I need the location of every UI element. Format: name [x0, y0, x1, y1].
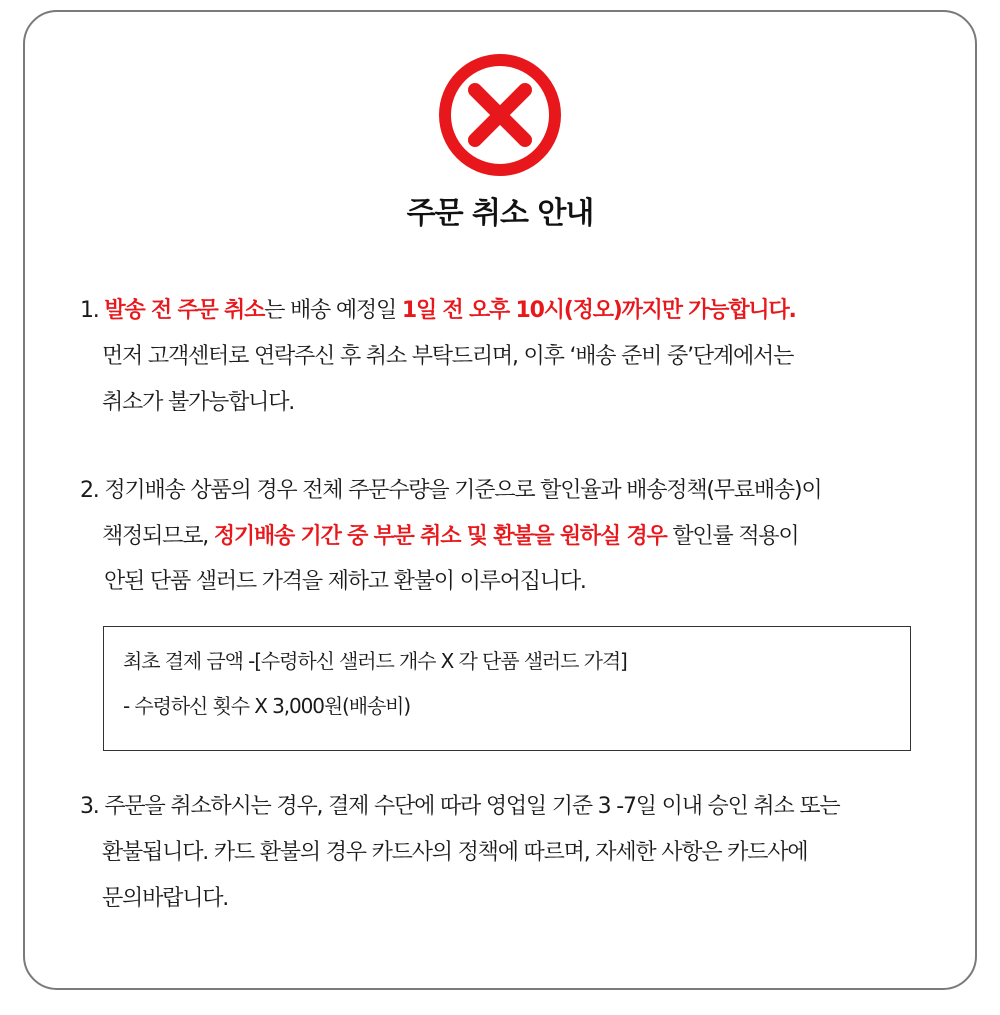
calculation-note-box [103, 626, 911, 751]
section2-line3: 안된 단품 샐러드 가격을 제하고 환불이 이루어집니다. [104, 569, 586, 594]
section1-highlight-2: 1일 전 오후 10시(정오)까지만 가능합니다. [401, 298, 796, 323]
section3-line3: 문의바랍니다. [102, 886, 229, 911]
section1-line3: 취소가 불가능합니다. [102, 390, 295, 415]
section3-line2: 환불됩니다. 카드 환불의 경우 카드사의 정책에 따르며, 자세한 사항은 카드사에 [102, 840, 808, 865]
section1-line1 [80, 296, 796, 326]
section2-line1: 2. 정기배송 상품의 경우 전체 주문수량을 기준으로 할인율과 배송정책(무료배송)이 [80, 478, 822, 503]
section2-highlight: 정기배송 기간 중 부분 취소 및 환불을 원하실 경우 [213, 524, 667, 549]
section3-line1: 3. 주문을 취소하시는 경우, 결제 수단에 따라 영업일 기준 3 -7일 이내 승인 취소 또는 [80, 794, 840, 819]
section1-highlight-1: 발송 전 주문 취소 [104, 298, 265, 323]
section1-number: 1. [80, 298, 99, 323]
note-line1: 최초 결제 금액 -[수령하신 샐러드 개수 X 각 단품 샐러드 가격] [123, 649, 627, 673]
section1-text-1: 는 배송 예정일 [264, 298, 402, 323]
section2-text-post: 할인률 적용이 [666, 524, 799, 549]
page-title: 주문 취소 안내 [406, 196, 594, 231]
cancel-x-icon [437, 52, 563, 178]
section2-line2 [102, 522, 798, 552]
note-line2: - 수령하신 횟수 X 3,000원(배송비) [123, 694, 411, 718]
section1-line2: 먼저 고객센터로 연락주신 후 취소 부탁드리며, 이후 ‘배송 준비 중’단계에서는 [102, 344, 794, 369]
section2-text-pre: 책정되므로, [102, 524, 214, 549]
